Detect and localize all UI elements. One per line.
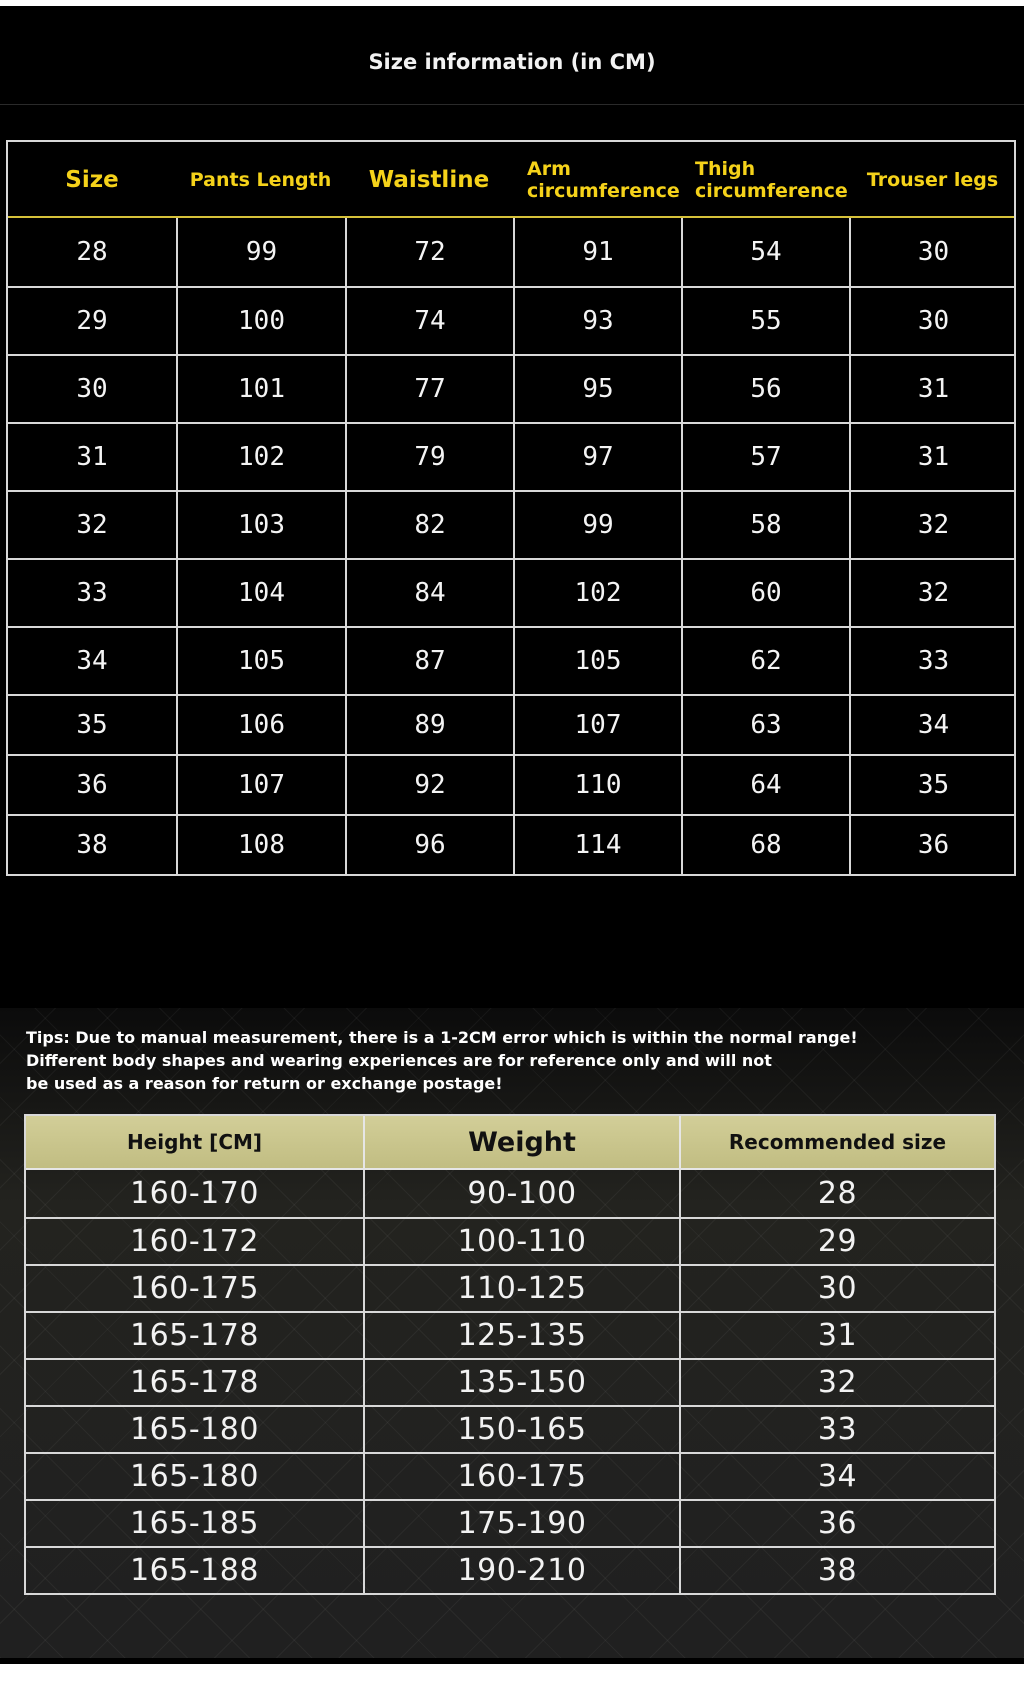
table-row: [8, 218, 1014, 286]
cell-size: 31: [76, 442, 108, 472]
cell-arm-circumference: 97: [513, 424, 681, 490]
header-recommended-size: Recommended size: [679, 1116, 994, 1168]
cell-pants-length: 100: [176, 288, 345, 354]
cell-weight: 190-210: [363, 1548, 679, 1593]
cell-size: 35: [76, 710, 108, 740]
cell-recommended-size: 28: [679, 1170, 994, 1217]
cell-recommended-size: 32: [679, 1360, 994, 1405]
cell-size: 33: [76, 578, 108, 608]
recommend-table-header: [26, 1116, 994, 1170]
cell-size: 29: [76, 306, 108, 336]
cell-trouser-legs: 36: [849, 816, 1016, 874]
cell-weight: 100-110: [363, 1219, 679, 1264]
header-size: Size: [65, 167, 119, 193]
cell-thigh-circumference: 57: [681, 424, 849, 490]
table-row: [26, 1452, 994, 1499]
cell-arm-circumference: 95: [513, 356, 681, 422]
cell-trouser-legs: 32: [849, 560, 1016, 626]
cell-height: 165-185: [130, 1506, 259, 1541]
table-row: [26, 1311, 994, 1358]
header-thigh-circumference: [681, 142, 849, 216]
cell-arm-circumference: 93: [513, 288, 681, 354]
cell-recommended-size: 29: [679, 1219, 994, 1264]
cell-trouser-legs: 31: [849, 424, 1016, 490]
cell-weight: 125-135: [363, 1313, 679, 1358]
recommend-table: [24, 1114, 996, 1595]
cell-pants-length: 103: [176, 492, 345, 558]
cell-size: 28: [76, 237, 108, 267]
table-row: [26, 1405, 994, 1452]
cell-pants-length: 105: [176, 628, 345, 694]
cell-thigh-circumference: 58: [681, 492, 849, 558]
table-row: [8, 626, 1014, 694]
cell-waistline: 87: [345, 628, 513, 694]
header-arm-circumference-label: Arm circumference: [527, 158, 680, 202]
recommend-table-body: [26, 1170, 994, 1593]
tips-line-3: be used as a reason for return or exchange postage!: [26, 1074, 503, 1093]
table-row: [8, 814, 1014, 874]
cell-arm-circumference: 91: [513, 218, 681, 286]
cell-size: 32: [76, 510, 108, 540]
table-row: [8, 354, 1014, 422]
cell-size: 34: [76, 646, 108, 676]
cell-height: 165-180: [130, 1459, 259, 1494]
cell-pants-length: 108: [176, 816, 345, 874]
cell-weight: 175-190: [363, 1501, 679, 1546]
cell-height: 165-180: [130, 1412, 259, 1447]
cell-waistline: 96: [345, 816, 513, 874]
cell-pants-length: 99: [176, 218, 345, 286]
cell-height: 165-178: [130, 1318, 259, 1353]
cell-trouser-legs: 33: [849, 628, 1016, 694]
cell-pants-length: 101: [176, 356, 345, 422]
table-row: [8, 286, 1014, 354]
cell-trouser-legs: 35: [849, 756, 1016, 814]
header-waistline: Waistline: [368, 167, 490, 193]
page-title: Size information (in CM): [368, 50, 656, 74]
table-row: [26, 1170, 994, 1217]
cell-trouser-legs: 30: [849, 288, 1016, 354]
table-row: [8, 754, 1014, 814]
cell-thigh-circumference: 55: [681, 288, 849, 354]
cell-weight: 150-165: [363, 1407, 679, 1452]
cell-pants-length: 102: [176, 424, 345, 490]
cell-weight: 90-100: [363, 1170, 679, 1217]
cell-arm-circumference: 114: [513, 816, 681, 874]
cell-thigh-circumference: 54: [681, 218, 849, 286]
cell-height: 160-170: [130, 1176, 259, 1211]
cell-waistline: 84: [345, 560, 513, 626]
table-row: [26, 1499, 994, 1546]
header-weight: Weight: [363, 1116, 679, 1168]
cell-height: 160-172: [130, 1224, 259, 1259]
cell-thigh-circumference: 63: [681, 696, 849, 754]
cell-recommended-size: 34: [679, 1454, 994, 1499]
cell-waistline: 89: [345, 696, 513, 754]
cell-pants-length: 107: [176, 756, 345, 814]
cell-trouser-legs: 32: [849, 492, 1016, 558]
cell-thigh-circumference: 64: [681, 756, 849, 814]
cell-waistline: 77: [345, 356, 513, 422]
header-thigh-circumference-label: Thigh circumference: [695, 158, 848, 202]
cell-thigh-circumference: 60: [681, 560, 849, 626]
cell-size: 30: [76, 374, 108, 404]
cell-arm-circumference: 102: [513, 560, 681, 626]
cell-trouser-legs: 34: [849, 696, 1016, 754]
table-row: [8, 694, 1014, 754]
cell-arm-circumference: 99: [513, 492, 681, 558]
cell-recommended-size: 38: [679, 1548, 994, 1593]
cell-arm-circumference: 105: [513, 628, 681, 694]
size-table-body: [8, 218, 1014, 874]
table-row: [26, 1264, 994, 1311]
tips-note: [26, 1026, 1006, 1095]
cell-trouser-legs: 31: [849, 356, 1016, 422]
cell-waistline: 74: [345, 288, 513, 354]
cell-waistline: 72: [345, 218, 513, 286]
cell-recommended-size: 33: [679, 1407, 994, 1452]
cell-arm-circumference: 110: [513, 756, 681, 814]
cell-recommended-size: 36: [679, 1501, 994, 1546]
cell-height: 160-175: [130, 1271, 259, 1306]
cell-trouser-legs: 30: [849, 218, 1016, 286]
cell-size: 36: [76, 770, 108, 800]
cell-height: 165-178: [130, 1365, 259, 1400]
header-height: Height [CM]: [26, 1116, 363, 1168]
tips-line-1: Tips: Due to manual measurement, there is a 1-2CM error which is within the normal range!: [26, 1028, 858, 1047]
tips-line-2: Different body shapes and wearing experiences are for reference only and will not: [26, 1051, 772, 1070]
cell-height: 165-188: [130, 1553, 259, 1588]
cell-pants-length: 106: [176, 696, 345, 754]
table-row: [26, 1546, 994, 1593]
cell-recommended-size: 30: [679, 1266, 994, 1311]
cell-weight: 110-125: [363, 1266, 679, 1311]
cell-recommended-size: 31: [679, 1313, 994, 1358]
cell-thigh-circumference: 68: [681, 816, 849, 874]
size-table-header: [8, 142, 1014, 218]
cell-waistline: 92: [345, 756, 513, 814]
cell-waistline: 82: [345, 492, 513, 558]
cell-pants-length: 104: [176, 560, 345, 626]
table-row: [26, 1217, 994, 1264]
cell-weight: 135-150: [363, 1360, 679, 1405]
cell-weight: 160-175: [363, 1454, 679, 1499]
title-divider: [0, 104, 1024, 105]
header-trouser-legs: Trouser legs: [866, 169, 999, 191]
header-arm-circumference: [513, 142, 681, 216]
cell-size: 38: [76, 830, 108, 860]
table-row: [8, 422, 1014, 490]
cell-thigh-circumference: 56: [681, 356, 849, 422]
header-pants-length: Pants Length: [189, 169, 332, 191]
cell-arm-circumference: 107: [513, 696, 681, 754]
table-row: [8, 558, 1014, 626]
table-row: [8, 490, 1014, 558]
cell-thigh-circumference: 62: [681, 628, 849, 694]
cell-waistline: 79: [345, 424, 513, 490]
table-row: [26, 1358, 994, 1405]
size-table: [6, 140, 1016, 876]
